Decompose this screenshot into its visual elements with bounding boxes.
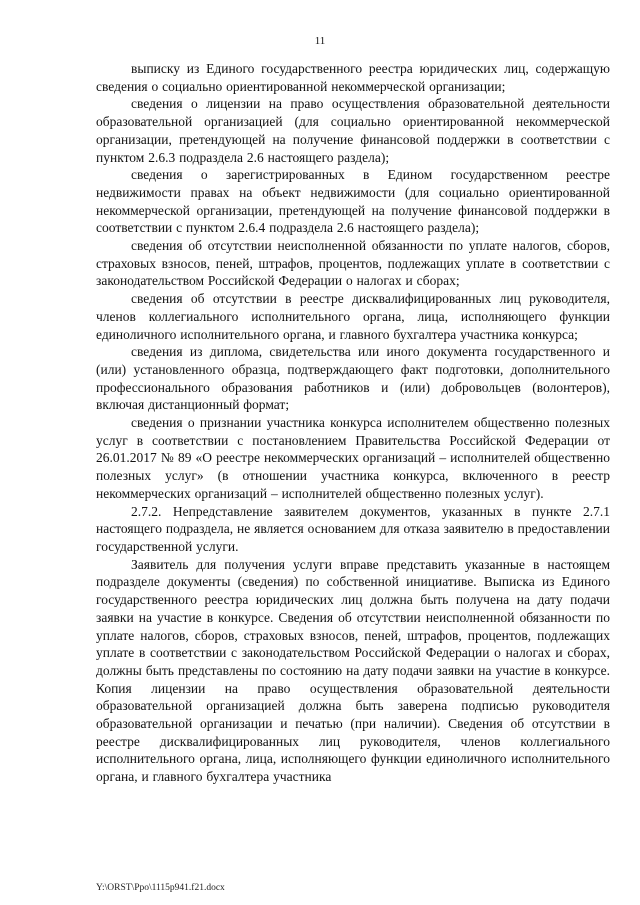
- paragraph-real-estate-rights: сведения о зарегистрированных в Едином государственном реестре недвижимости правах на объект недвижимости (для социально ориентированной некоммерческой организации, претендующей на получение финансовой поддержки в соответствии с пунктом 2.6.4 подраздела 2.6 настоящего раздела);: [96, 167, 610, 236]
- paragraph-egrul-extract: выписку из Единого государственного реестра юридических лиц, содержащую сведения о социально ориентированной некоммерческой организации;: [96, 61, 610, 94]
- paragraph-applicant-initiative: Заявитель для получения услуги вправе представить указанные в настоящем подразделе документы (сведения) по собственной инициативе. Выписка из Единого государственного реестра юридических лиц должна быть получена на дату подачи заявки на участие в конкурсе. Сведения об отсутствии неисполненной обязанности по уплате налогов, сборов, страховых взносов, пеней, штрафов, процентов, подлежащих уплате в соответствии с законодательством Российской Федерации о налогах и сборах, должны быть представлены по состоянию на дату подачи заявки на участие в конкурсе. Копия лицензии на право осуществления образовательной деятельности образовательной организацией должна быть заверена подписью руководителя образовательной организации и печатью (при наличии). Сведения об отсутствии в реестре дисквалифицированных лиц руководителя, членов коллегиального исполнительного органа, лица, исполняющего функции единоличного исполнительного органа, и главного бухгалтера участника: [96, 556, 610, 785]
- page-number: 11: [314, 35, 326, 47]
- paragraph-public-services-provider: сведения о признании участника конкурса исполнителем общественно полезных услуг в соответствии с постановлением Правительства Российской Федерации от 26.01.2017 № 89 «О реестре некоммерческих организаций – исполнителей общественно полезных услуг» (в отношении участника конкурса, включенного в реестр некоммерческих организаций – исполнителей общественно полезных услуг).: [96, 415, 610, 501]
- paragraph-disqualified-persons: сведения об отсутствии в реестре дисквалифицированных лиц руководителя, членов коллегиального исполнительного органа, лица, исполняющего функции единоличного исполнительного органа, и главного бухгалтера участника конкурса;: [96, 291, 610, 342]
- document-body: [96, 60, 610, 786]
- paragraph-license-info: сведения о лицензии на право осуществления образовательной деятельности образовательной организацией (для социально ориентированной некоммерческой организации, претендующей на получение финансовой поддержки в соответствии с пунктом 2.6.3 подраздела 2.6 настоящего раздела);: [96, 96, 610, 165]
- paragraph-2-7-2: 2.7.2. Непредставление заявителем документов, указанных в пункте 2.7.1 настоящего подраздела, не является основанием для отказа заявителю в предоставлении государственной услуги.: [96, 503, 610, 554]
- paragraph-diploma-info: сведения из диплома, свидетельства или иного документа государственного и (или) установленного образца, подтверждающего факт подготовки, дополнительного профессионального образования работников и (или) добровольцев (волонтеров), включая дистанционный формат;: [96, 344, 610, 413]
- footer-file-path: Y:\ORST\Ppo\1115p941.f21.docx: [96, 883, 225, 893]
- paragraph-tax-obligations: сведения об отсутствии неисполненной обязанности по уплате налогов, сборов, страховых взносов, пеней, штрафов, процентов, подлежащих уплате в соответствии с законодательством Российской Федерации о налогах и сборах;: [96, 238, 610, 289]
